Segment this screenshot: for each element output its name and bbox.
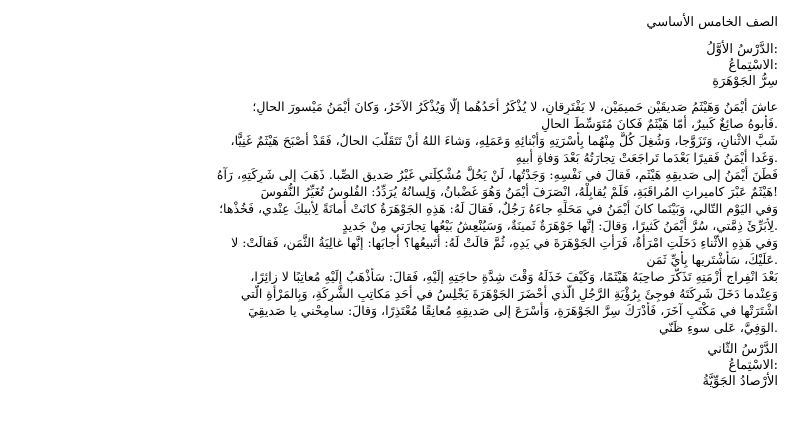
story-line: .لِأبَرِّئَ ذِمَّتي، سُرَّ أيْمَنُ كَثيرًا، وَقالَ: إنَّها جَوْهَرَةٌ ثَمينَةٌ، وَسَيُنْعِشُ بَيْعُها تِجارَتي مِنْ جَديدٍ <box>342 218 778 233</box>
lesson-1-header <box>15 42 778 90</box>
story-line: وَفي اليَوْمِ التّالي، وَبَيْنَما كانَ أيْمَنُ في مَحَلِّهِ جاءَهُ رَجُلٌ، فَقالَ لَهُ: هَذِهِ الجَوْهَرَةُ كانَتْ أمانَةً لِأبيكَ عِنْدي، فَخُذْها؛ <box>219 201 778 216</box>
story-line: .الوَفِيَّ، عَلى سوءِ ظَنّي <box>658 320 778 335</box>
story-text <box>15 98 778 336</box>
story-line: بَعْدَ انْفِراجِ أزْمَتِهِ تَذَكَّرَ صاحِبَهُ هَيْثَمًا، وَكَيْفَ خَذَلَهُ وَقْتَ شِدَّةِ حاجَتِهِ إلَيْهِ، فَقالَ: سَأذْهَبُ إلَيْهِ مُعاتِبًا لا زائِرًا، <box>250 269 778 284</box>
lesson-2-section: :الاسْتِماعُ <box>728 358 778 373</box>
story-line: !هَيْثَمٌ عَبْرَ كاميراتِ المُراقَبَةِ، فَلَمْ يُقابِلْهُ، انْصَرَفَ أيْمَنُ وَهُوَ غَضْبانُ، وَلِسانُهُ يُرَدِّدُ: الفُلوسُ تُغَيِّرُ النُّفوسَ <box>260 184 778 199</box>
story-line: عاشَ أيْمَنُ وَهَيْثَمُ صَديقَيْنِ حَميمَيْنِ، لا يَفْتَرِقانِ، لا يُذْكَرُ أحَدُهُما إلّا وَيُذْكَرُ الآخَرُ، وَكانَ أيْمَنُ مَيْسورَ الحالِ؛ <box>252 99 778 114</box>
lesson-2-title: الدَّرْسُ الثّاني <box>707 342 778 357</box>
lesson-2-header <box>15 342 778 390</box>
lesson-1-topic: سِرُّ الجَوْهَرَةِ <box>712 74 778 89</box>
story-line: وَفي هَذِهِ الأثْناءِ دَخَلَتِ امْرَأةٌ، فَرَأتِ الجَوْهَرَةَ في يَدِهِ، ثُمَّ قالَتْ لَهُ: أتَبيعُها؟ أجابَها: إنَّها غالِيَةُ الثَّمَنِ، فَقالَتْ: لا <box>231 235 778 250</box>
story-line: .عَلَيْكَ، سَأشْتَريها بِأيِّ ثَمَنٍ <box>646 252 778 267</box>
story-line: فَطَنَ أيْمَنُ إلى صَديقِهِ هَيْثَمٍ، فَقالَ في نَفْسِهِ: وَجَدْتُها، لَنْ يَحُلَّ مُشْكِلَتي غَيْرُ صَديقِ الصِّبا. ذَهَبَ إلى شَرِكَتِهِ، رَآهُ <box>216 167 778 182</box>
lesson-1-title: :الدَّرْسُ الأوَّلُ <box>706 42 778 57</box>
lesson-1-section: :الاسْتِماعُ <box>728 58 778 73</box>
grade-title: الصف الخامس الأساسي <box>646 15 778 30</box>
story-line: اشْتَرَتْها في مَكْتَبٍ آخَرَ، فَأدْرَكَ سِرَّ الجَوْهَرَةِ، وَأسْرَعَ إلى صَديقِهِ مُعانِقًا مُعْتَذِرًا، وَقالَ: سامِحْني يا صَديقِيَ <box>248 303 778 318</box>
story-line: .وَغَدا أيْمَنُ فَقيرًا بَعْدَما تَراجَعَتْ تِجارَتُهُ بَعْدَ وَفاةِ أبيهِ <box>515 150 778 165</box>
story-line: .فَأبوهُ صائِغٌ كَبيرٌ، أمّا هَيْثَمٌ فَكانَ مُتَوَسِّطَ الحالِ <box>541 116 778 131</box>
story-line: شَبَّ الاثْنانِ، وَتَزَوَّجا، وَشُغِلَ كُلٌّ مِنْهُما بِأسْرَتِهِ وَأبْنائِهِ وَعَمَلِهِ، وَشاءَ اللهُ أنْ تَتَقَلَّبَ الحالُ، فَقَدْ أصْبَحَ هَيْثَمٌ غَنِيًّا، <box>230 133 778 148</box>
lesson-2-topic: الأرْصادُ الجَوِّيَّةُ <box>702 374 778 389</box>
story-line: وَعِنْدما دَخَلَ شَرِكَتَهُ فوجِئَ بِرُؤْيَةِ الرَّجُلِ الّذي أحْضَرَ الجَوْهَرَةَ يَجْلِسُ في أحَدِ مَكاتِبِ الشَّرِكَةِ، وَبِالمَرْأةِ الّتي <box>240 286 778 301</box>
